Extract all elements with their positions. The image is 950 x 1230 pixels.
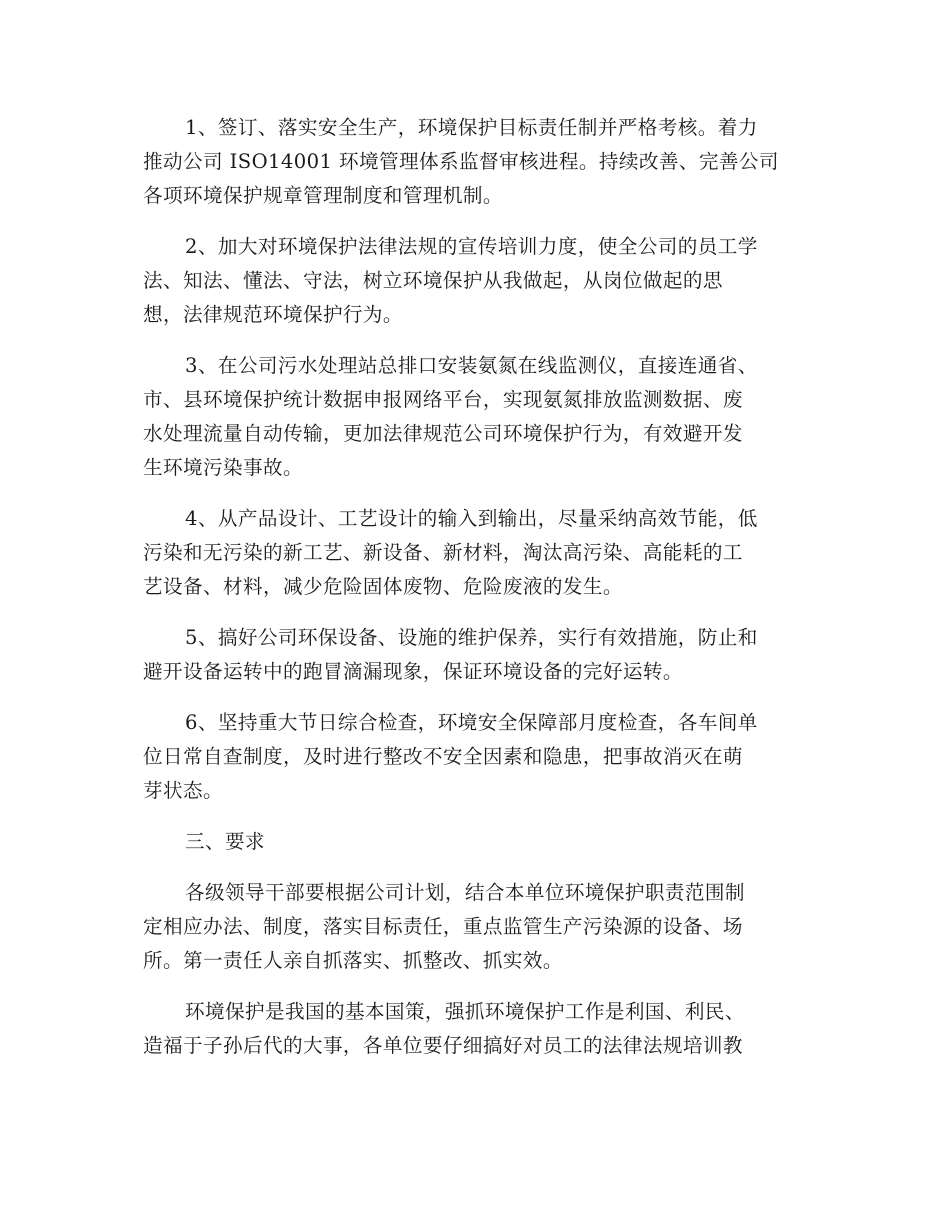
- text-line: 2、加大对环境保护法律法规的宣传培训力度，使全公司的员工学: [185, 235, 758, 258]
- text-line: 环境保护是我国的基本国策，强抓环境保护工作是利国、利民、: [185, 1000, 745, 1023]
- text-line: 各项环境保护规章管理制度和管理机制。: [143, 184, 503, 207]
- text-line: 所。第一责任人亲自抓落实、抓整改、抓实效。: [143, 949, 563, 972]
- paragraph-item-8: [143, 995, 809, 1063]
- text-line: 位日常自查制度，及时进行整改不安全因素和隐患，把事故消灭在萌: [143, 745, 743, 768]
- text-line: 想，法律规范环境保护行为。: [143, 303, 403, 326]
- text-line: 避开设备运转中的跑冒滴漏现象，保证环境设备的完好运转。: [143, 660, 683, 683]
- text-line: 市、县环境保护统计数据申报网络平台，实现氨氮排放监测数据、废: [143, 388, 743, 411]
- paragraph-item-2: [143, 230, 809, 332]
- text-line: 推动公司 ISO14001 环境管理体系监督审核进程。持续改善、完善公司: [143, 150, 779, 173]
- text-line: 法、知法、懂法、守法，树立环境保护从我做起，从岗位做起的思: [143, 269, 723, 292]
- text-line: 定相应办法、制度，落实目标责任，重点监管生产污染源的设备、场: [143, 915, 743, 938]
- text-line: 3、在公司污水处理站总排口安装氨氮在线监测仪，直接连通省、: [185, 354, 758, 377]
- text-line: 芽状态。: [143, 779, 223, 802]
- text-line: 艺设备、材料，减少危险固体废物、危险废液的发生。: [143, 575, 623, 598]
- text-line: 各级领导干部要根据公司计划，结合本单位环境保护职责范围制: [185, 881, 745, 904]
- text-line: 污染和无污染的新工艺、新设备、新材料，淘汰高污染、高能耗的工: [143, 541, 743, 564]
- section-heading: [143, 825, 809, 859]
- text-line: 造福于子孙后代的大事，各单位要仔细搞好对员工的法律法规培训教: [143, 1034, 743, 1057]
- document-body: [143, 111, 809, 1080]
- text-line: 水处理流量自动传输，更加法律规范公司环境保护行为，有效避开发: [143, 422, 743, 445]
- heading-text: 三、要求: [185, 830, 265, 853]
- paragraph-item-1: [143, 111, 809, 213]
- text-line: 生环境污染事故。: [143, 456, 303, 479]
- paragraph-item-4: [143, 502, 809, 604]
- text-line: 5、搞好公司环保设备、设施的维护保养，实行有效措施，防止和: [185, 626, 758, 649]
- paragraph-item-3: [143, 349, 809, 485]
- text-line: 6、坚持重大节日综合检查，环境安全保障部月度检查，各车间单: [185, 711, 758, 734]
- paragraph-item-6: [143, 706, 809, 808]
- paragraph-item-5: [143, 621, 809, 689]
- text-line: 4、从产品设计、工艺设计的输入到输出，尽量采纳高效节能，低: [185, 507, 758, 530]
- text-line: 1、签订、落实安全生产，环境保护目标责任制并严格考核。着力: [185, 116, 758, 139]
- paragraph-item-7: [143, 876, 809, 978]
